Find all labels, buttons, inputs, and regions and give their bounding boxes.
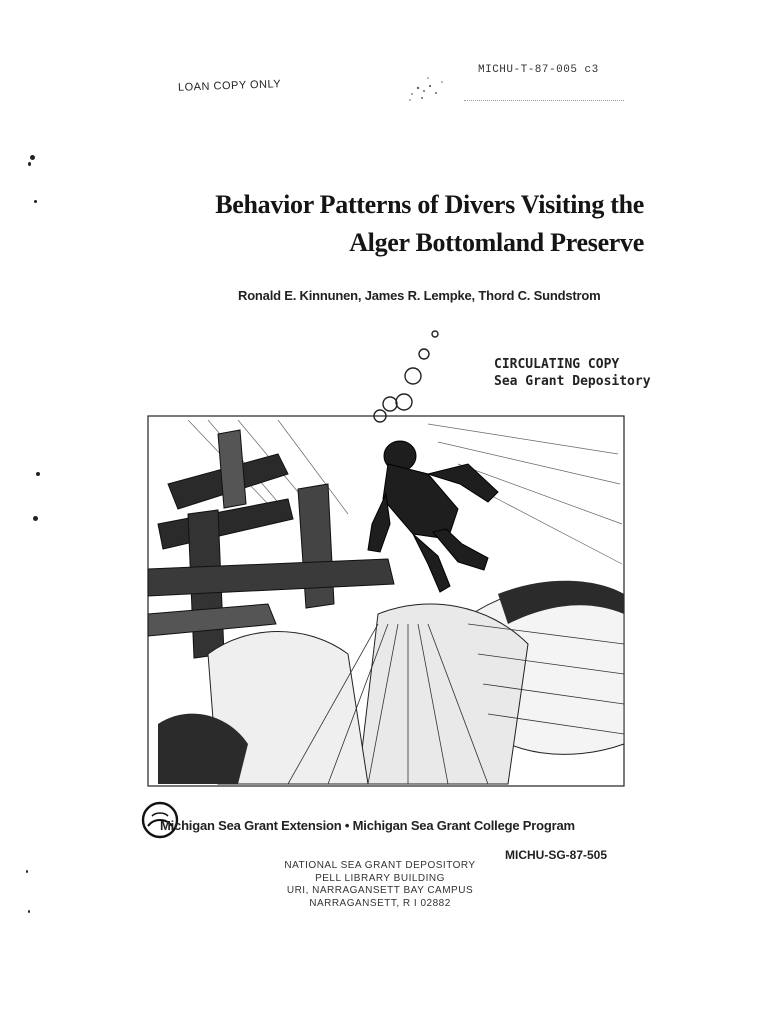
stamp-rule xyxy=(464,100,624,101)
depository-line-1: NATIONAL SEA GRANT DEPOSITORY xyxy=(284,860,476,871)
depository-line-2: PELL LIBRARY BUILDING xyxy=(315,872,445,884)
smudge-mark xyxy=(398,58,458,104)
loan-copy-stamp: LOAN COPY ONLY xyxy=(177,78,282,94)
organization-line: Michigan Sea Grant Extension • Michigan Sea Grant College Program xyxy=(160,818,575,833)
authors: Ronald E. Kinnunen, James R. Lempke, Thord C. Sundstrom xyxy=(238,288,601,303)
catalog-id-stamp: MICHU-T-87-005 c3 xyxy=(478,64,599,76)
report-number: MICHU-SG-87-505 xyxy=(505,848,608,862)
circulating-line-1: CIRCULATING COPY xyxy=(494,357,620,372)
depository-line-3: URI, NARRAGANSETT BAY CAMPUS xyxy=(286,885,474,896)
depository-line-4: NARRAGANSETT, R I 02882 xyxy=(309,897,451,909)
depository-stamp xyxy=(250,860,510,910)
title-line-1: Behavior Patterns of Divers Visiting the xyxy=(215,190,644,219)
title-line-2: Alger Bottomland Preserve xyxy=(349,228,644,257)
diver-shipwreck-illustration xyxy=(128,324,644,788)
circulating-line-2: Sea Grant Depository xyxy=(494,374,651,389)
